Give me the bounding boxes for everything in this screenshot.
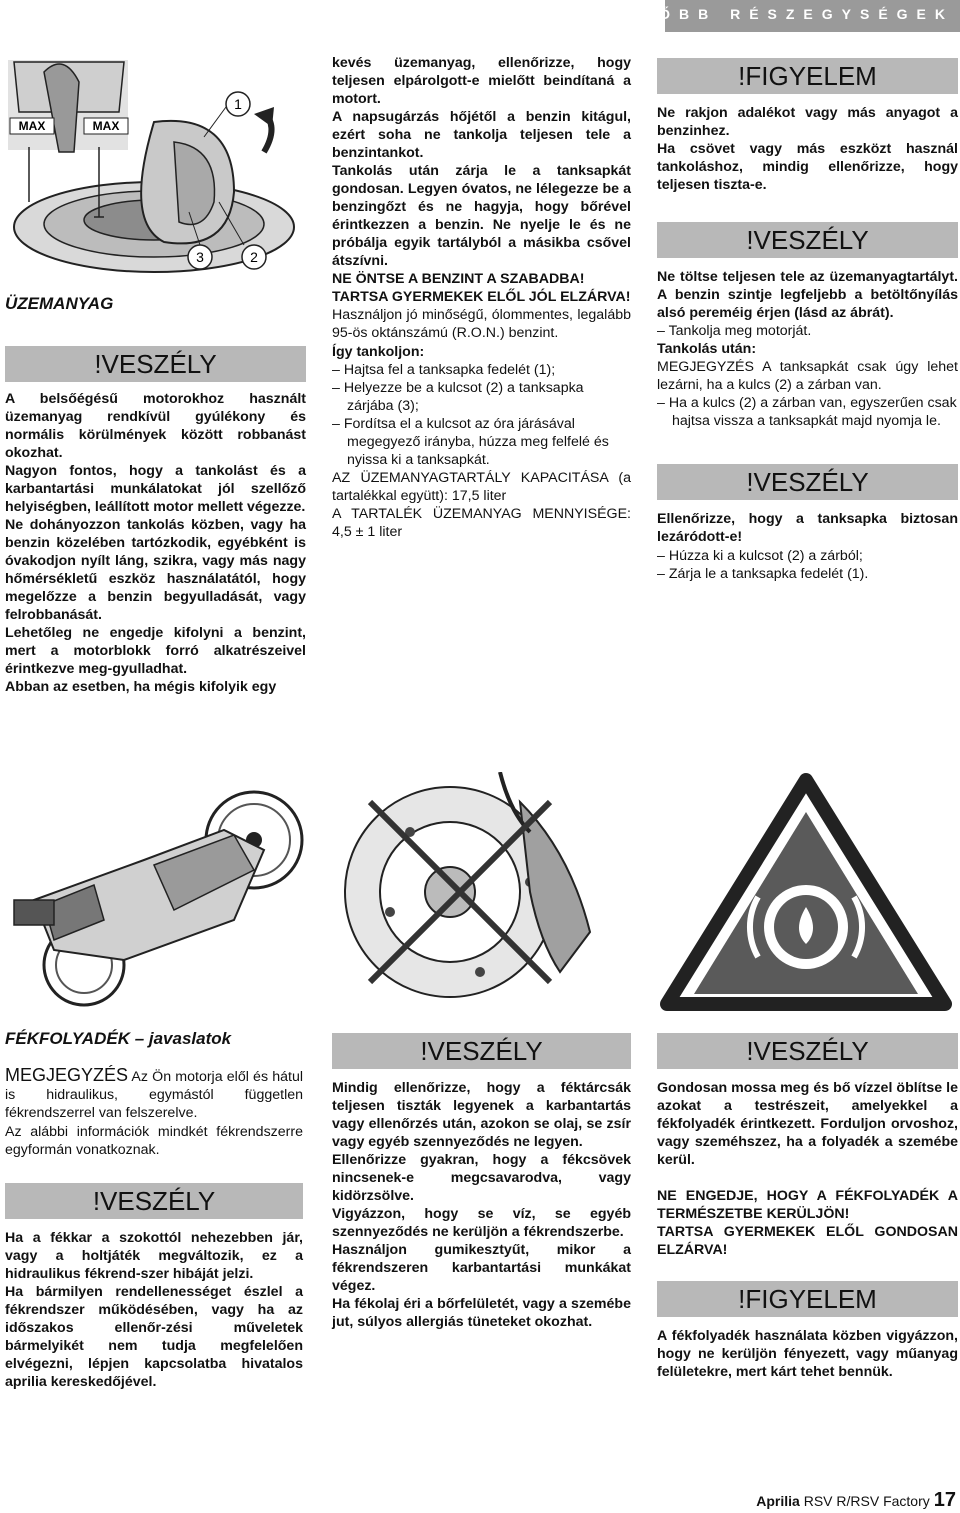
danger-box: !VESZÉLY xyxy=(657,222,958,258)
brake-disc-illustration xyxy=(330,772,630,1004)
list-item: – Hajtsa fel a tanksapka fedelét (1); xyxy=(332,361,556,378)
callout-3: 3 xyxy=(196,249,204,265)
fuel-column-2 xyxy=(332,54,631,541)
brake-column-3 xyxy=(657,1033,958,1381)
instruction-heading: Így tankoljon: xyxy=(332,343,425,360)
list-item: – Húzza ki a kulcsot (2) a zárból; xyxy=(657,547,863,564)
list-item: – Ha a kulcs (2) a zárban van, egyszerűen csak hajtsa vissza a tanksapkát majd nyomja le. xyxy=(657,395,957,430)
reserve-text: A TARTALÉK ÜZEMANYAG MENNYISÉGE: 4,5 ± 1 liter xyxy=(332,505,631,540)
callout-1: 1 xyxy=(234,96,242,112)
attention-box: !FIGYELEM xyxy=(657,1281,958,1317)
paragraph: Nagyon fontos, hogy a tankolást és a karbantartási munkálatokat jól szellőző helyiségben, leállított motor mellett végezze. xyxy=(5,462,306,515)
paragraph: kevés üzemanyag, ellenőrizze, hogy teljesen elpárolgott-e mielőtt beindítaná a motort. xyxy=(332,55,631,108)
danger-box: !VESZÉLY xyxy=(5,1183,303,1219)
paragraph: Ha bármilyen rendellenességet észlel a fékrendszer működésében, vagy ha az időszakos ellenőr-zési műveletek bármelyikét nem tudja megfelelően elvégezni, lépjen kapcsolatba hivatalos aprilia kereskedőjével. xyxy=(5,1283,303,1390)
fuel-column-3 xyxy=(657,58,958,583)
paragraph: Gondosan mossa meg és bő vízzel öblítse le azokat a testrészeit, amelyekkel a fékfolyadék érintkezett. Forduljon orvoshoz, vagy szeméhszez, ha a folyadék a szemébe kerül. xyxy=(657,1080,958,1169)
paragraph: A napsugárzás hőjétől a benzin kitágul, ezért soha ne tankolja teljesen tele a benzintankot. xyxy=(332,109,631,162)
paragraph: Tankolás után zárja le a tanksapkát gondosan. Legyen óvatos, ne lélegezze be a benzingőzt és ne hagyja, hogy bőrével érintkezzen a benzin. Ne nyelje le és ne próbálja egyik tartályból a másikba csővel átszívni. xyxy=(332,163,631,270)
danger-box: !VESZÉLY xyxy=(332,1033,631,1069)
callout-2: 2 xyxy=(250,249,258,265)
paragraph: Ne rakjon adalékot vagy más anyagot a benzinhez. xyxy=(657,105,958,140)
capacity-text: AZ ÜZEMANYAGTARTÁLY KAPACITÁSA (a tartalékkal együtt): 17,5 liter xyxy=(332,469,631,504)
fuel-column-1 xyxy=(5,293,306,696)
list-item: – Helyezze be a kulcsot (2) a tanksapka zárjába (3); xyxy=(332,379,584,414)
note-paragraph: MEGJEGYZÉS A tanksapkát csak úgy lehet lezárni, ha a kulcs (2) a zárban van. xyxy=(657,359,958,394)
paragraph: Ha fékolaj éri a bőrfelületét, vagy a szemébe jut, súlyos allergiás tüneteket okozhat. xyxy=(332,1296,631,1331)
paragraph: Abban az esetben, ha mégis kifolyik egy xyxy=(5,679,277,696)
note-paragraph xyxy=(5,1064,303,1123)
paragraph: Az alábbi információk mindkét fékrendszerre egyformán vonatkoznak. xyxy=(5,1123,303,1158)
paragraph: Ne dohányozzon tankolás közben, vagy ha benzin közelében tartózkodik, egyébként is óvakodjon nyílt láng, szikra, vagy más nagy hőmérsékletű eszköz használatától, hogy megelőzze a benzin begyulladását, vagy felrobbanását. xyxy=(5,516,306,623)
paragraph: Lehetőleg ne engedje kifolyni a benzint, mert a motorblokk forró alkatrészeivel érintkezve meg-gyulladhat. xyxy=(5,624,306,678)
list-item: – Zárja le a tanksapka fedelét (1). xyxy=(657,565,869,582)
danger-box: !VESZÉLY xyxy=(657,1033,958,1069)
section-title: FŐBB RÉSZEGYSÉGEK xyxy=(641,6,954,22)
motorcycle-illustration xyxy=(4,770,304,1010)
paragraph: A fékfolyadék használata közben vigyázzon, hogy ne kerüljön fényezett, vagy műanyag felületekre, mert kárt tehet bennük. xyxy=(657,1328,958,1381)
page-header xyxy=(0,0,960,32)
paragraph: Tankolás után: xyxy=(657,341,757,358)
paragraph: Ne töltse teljesen tele az üzemanyagtartályt. A benzin szintje legfeljebb a betöltőnyílás alsó pereméig érjen (lásd az ábrát). xyxy=(657,269,958,322)
paragraph: Ellenőrizze, hogy a tanksapka biztosan lezáródott-e! xyxy=(657,511,958,546)
warning-line: NE ÖNTSE A BENZINT A SZABADBA! xyxy=(332,271,585,288)
paragraph: Használjon gumikesztyűt, mikor a fékrendszeren karbantartási munkákat végez. xyxy=(332,1242,631,1295)
paragraph: Használjon jó minőségű, ólommentes, legalább 95-ös oktánszámú (R.O.N.) benzint. xyxy=(332,307,631,342)
footer-model: RSV R/RSV Factory xyxy=(799,1493,930,1509)
paragraph: Mindig ellenőrizze, hogy a féktárcsák teljesen tiszták legyenek a karbantartás vagy ellenőrzés után, azokon se olaj, se zsír vagy egyéb szennyeződés ne legyen. xyxy=(332,1080,631,1151)
paragraph: Ha a fékkar a szokottól nehezebben jár, vagy a holtjáték megváltozik, ez a hidraulikus fékrend-szer hibáját jelzi. xyxy=(5,1229,303,1282)
attention-box: !FIGYELEM xyxy=(657,58,958,94)
max-label-right: MAX xyxy=(92,119,120,133)
warning-line: NE ENGEDJE, HOGY A FÉKFOLYADÉK A TERMÉSZETBE KERÜLJÖN! xyxy=(657,1188,958,1223)
fuel-cap-illustration xyxy=(4,52,309,280)
note-label: MEGJEGYZÉS xyxy=(5,1064,129,1085)
footer-brand: Aprilia xyxy=(756,1493,800,1509)
paragraph: Ellenőrizze gyakran, hogy a fékcsövek nincsenek-e megcsavarodva, vagy kidörzsölve. xyxy=(332,1152,631,1205)
paragraph: Vigyázzon, hogy se víz, se egyéb szennyeződés ne kerüljön a fékrendszerbe. xyxy=(332,1206,631,1241)
brake-column-2 xyxy=(332,1033,631,1331)
brake-column-1 xyxy=(5,1028,303,1391)
danger-box: !VESZÉLY xyxy=(5,346,306,382)
warning-triangle-icon xyxy=(660,772,952,1012)
paragraph: A belsőégésű motorokhoz használt üzemanyag rendkívül gyúlékony és normális körülmények között robbanást okozhat. xyxy=(5,390,306,461)
brake-heading: FÉKFOLYADÉK – javaslatok xyxy=(5,1029,232,1048)
note-text: Az Ön motorja elől és hátul is hidraulikus, egymástól független fékrendszerrel van felszerelve. xyxy=(5,1068,303,1122)
paragraph: Ha csövet vagy más eszközt használ tankoláshoz, mindig ellenőrizze, hogy teljesen tiszta-e. xyxy=(657,141,958,194)
danger-box: !VESZÉLY xyxy=(657,464,958,500)
fuel-heading: ÜZEMANYAG xyxy=(5,294,114,313)
warning-line: TARTSA GYERMEKEK ELŐL GONDOSAN ELZÁRVA! xyxy=(657,1224,958,1259)
warning-line: TARTSA GYERMEKEK ELŐL JÓL ELZÁRVA! xyxy=(332,289,631,306)
page-footer xyxy=(756,1488,956,1513)
list-item: – Fordítsa el a kulcsot az óra járásával megegyező irányba, húzza meg felfelé és nyissa ki a tanksapkát. xyxy=(332,415,609,468)
page-number: 17 xyxy=(933,1489,956,1511)
list-item: – Tankolja meg motorját. xyxy=(657,323,812,340)
max-label-left: MAX xyxy=(18,119,46,133)
